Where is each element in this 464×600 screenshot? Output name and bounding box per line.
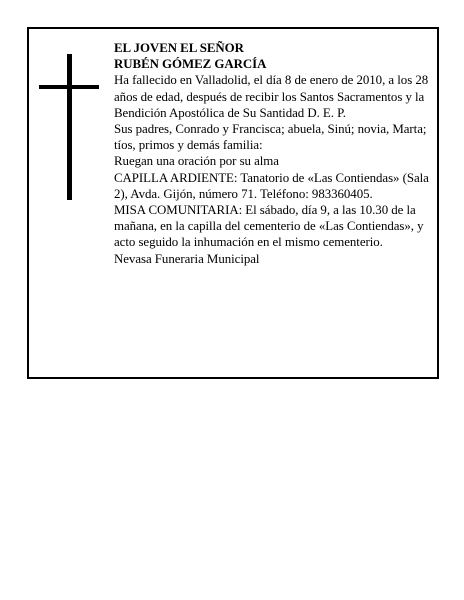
cross-icon [39, 54, 99, 200]
deceased-name: RUBÉN GÓMEZ GARCÍA [114, 57, 267, 72]
heading-line-1: EL JOVEN EL SEÑOR [114, 41, 244, 55]
obituary-text [114, 40, 436, 267]
prayer-request: Ruegan una oración por su alma [114, 154, 279, 169]
funeral-home: Nevasa Funeraria Municipal [114, 251, 260, 266]
chapel-info: CAPILLA ARDIENTE: Tanatorio de «Las Contiendas» (Sala 2), Avda. Gijón, número 71. Teléfono: 983360405. [114, 170, 429, 201]
cross-horizontal-bar [39, 85, 99, 89]
family-list: Sus padres, Conrado y Francisca; abuela, Sinú; novia, Marta; tíos, primos y demás familia: [114, 122, 427, 153]
death-announcement: Ha fallecido en Valladolid, el día 8 de enero de 2010, a los 28 años de edad, después de recibir los Santos Sacramentos y la Bendición Apostólica de Su Santidad D. E. P. [114, 73, 429, 120]
cross-vertical-bar [67, 54, 72, 200]
obituary-notice [27, 27, 439, 379]
mass-info: MISA COMUNITARIA: El sábado, día 9, a las 10.30 de la mañana, en la capilla del cementerio de «Las Contiendas», y acto seguido la inhumación en el mismo cementerio. [114, 203, 424, 250]
